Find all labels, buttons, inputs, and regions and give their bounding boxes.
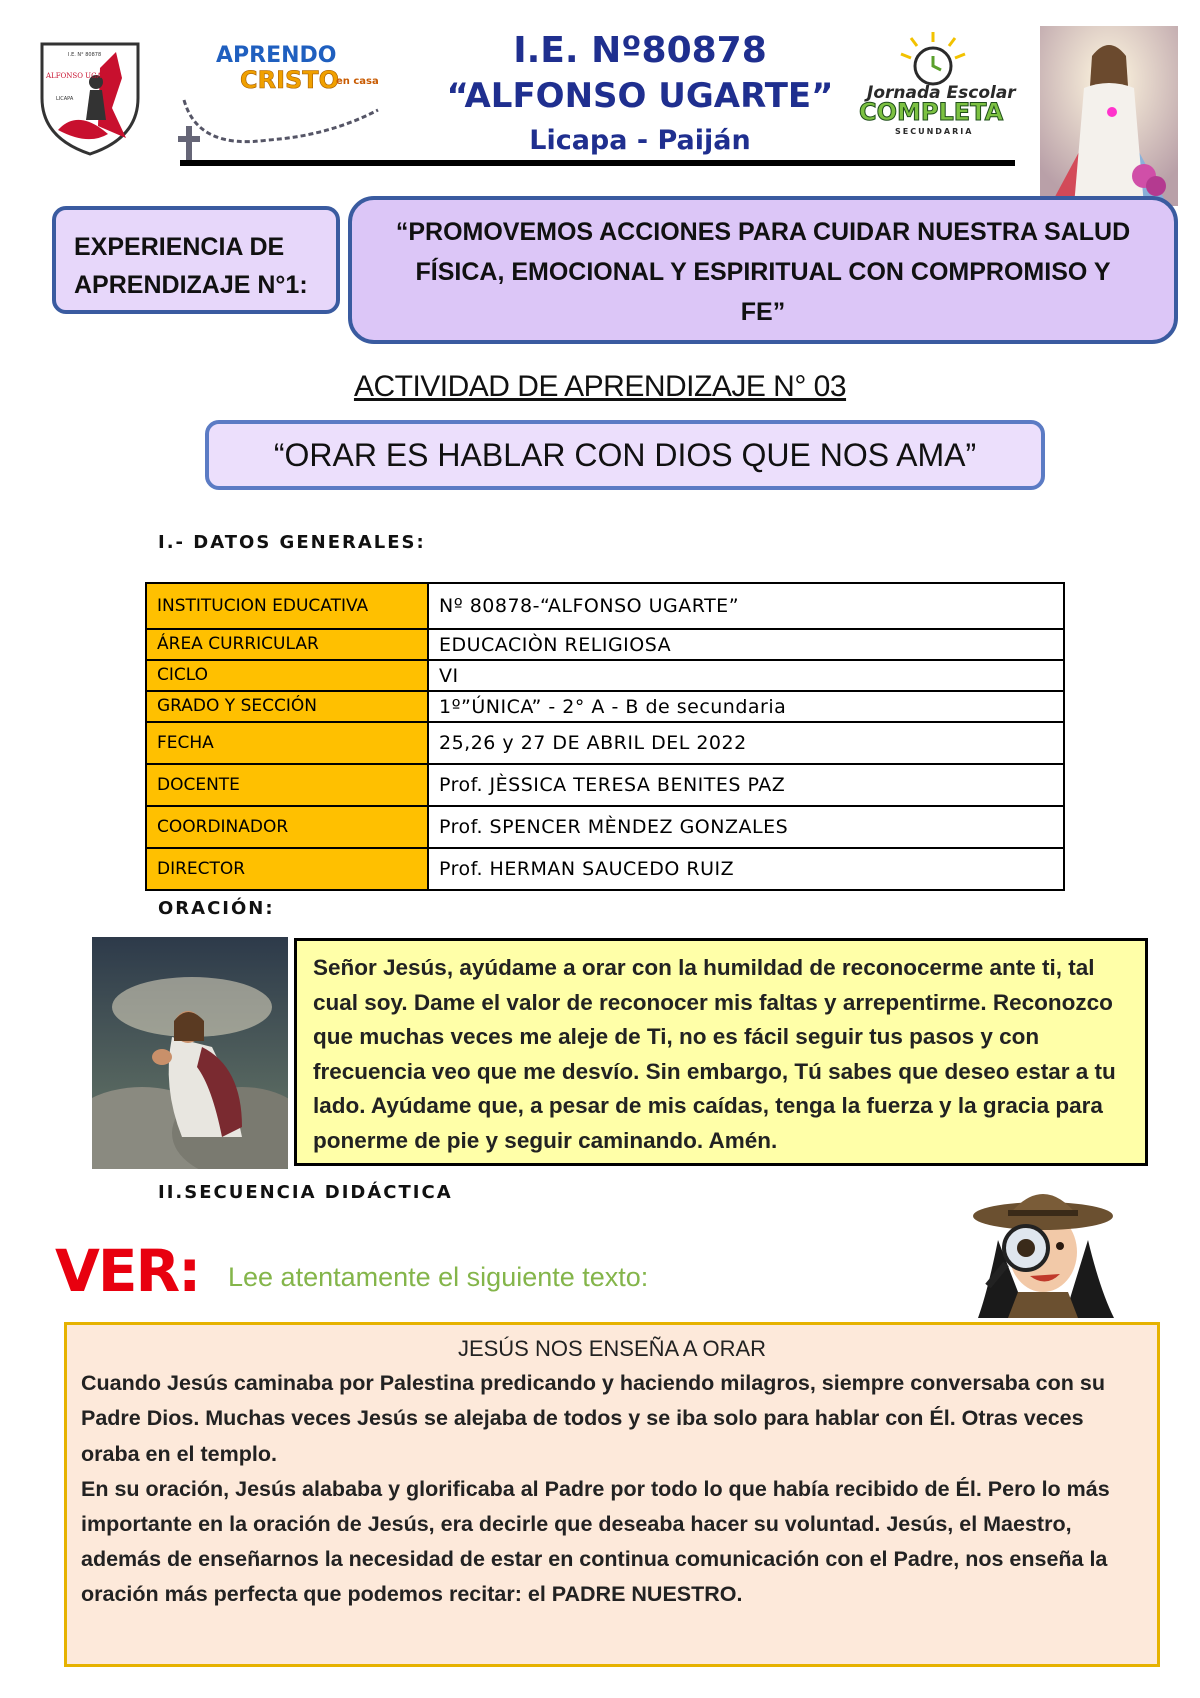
- aprendo-cristo-logo: [178, 40, 388, 168]
- crest-line-1: I.E. N° 80878: [68, 52, 102, 58]
- table-value-cell: 1º”ÚNICA” - 2° A - B de secundaria: [428, 691, 1064, 722]
- table-value-cell: Nº 80878-“ALFONSO UGARTE”: [428, 583, 1064, 629]
- prayer-text: Señor Jesús, ayúdame a orar con la humildad de reconocerme ante ti, tal cual soy. Dame el valor de reconocer mis faltas y arrepentirme. Reconozco que muchas veces me aleje de Ti, no es fácil seguir tus pasos y con frecuencia veo que me desvío. Sin embargo, Tú sabes que deseo estar a tu lado. Ayúdame que, a pesar de mis caídas, tenga la fuerza y la gracia para ponerme de pie y seguir caminando. Amén.: [313, 955, 1116, 1153]
- table-value-cell: EDUCACIÒN RELIGIOSA: [428, 629, 1064, 660]
- jornada-line-3: SECUNDARIA: [895, 127, 974, 136]
- table-label-cell: DIRECTOR: [146, 848, 428, 890]
- table-row: [146, 629, 1064, 660]
- experience-label-box: [52, 206, 340, 314]
- table-label-cell: CICLO: [146, 660, 428, 691]
- secuencia-heading: II.SECUENCIA DIDÁCTICA: [158, 1182, 453, 1203]
- school-place: Licapa - Paiján: [529, 125, 751, 156]
- activity-heading: ACTIVIDAD DE APRENDIZAJE N° 03: [353, 370, 847, 403]
- table-label-cell: GRADO Y SECCIÓN: [146, 691, 428, 722]
- experience-label: EXPERIENCIA DE APRENDIZAJE N°1:: [74, 233, 308, 299]
- school-name: “ALFONSO UGARTE”: [446, 76, 834, 116]
- table-value-cell: VI: [428, 660, 1064, 691]
- table-label-cell: ÁREA CURRICULAR: [146, 629, 428, 660]
- activity-title: “ORAR ES HABLAR CON DIOS QUE NOS AMA”: [273, 437, 977, 473]
- prayer-box: [294, 938, 1148, 1166]
- crest-line-2: ALFONSO UGARTE: [46, 72, 117, 80]
- table-value-cell: Prof. HERMAN SAUCEDO RUIZ: [428, 848, 1064, 890]
- table-label-cell: COORDINADOR: [146, 806, 428, 848]
- table-row: [146, 691, 1064, 722]
- school-code: I.E. Nº80878: [513, 30, 767, 71]
- reading-paragraph-2: En su oración, Jesús alababa y glorificaba al Padre por todo lo que había recibido de Él. Pero lo más importante en la oración de Jesús, era decirle que deseaba hacer su voluntad. Jesús, el Maestro, además de enseñarnos la necesidad de estar en continua comunicación con el Padre, nos enseña la oración más perfecta que podemos recitar: el PADRE NUESTRO.: [81, 1476, 1110, 1607]
- table-row: [146, 806, 1064, 848]
- ver-instruction: Lee atentamente el siguiente texto:: [228, 1262, 649, 1292]
- cristo-word: CRISTO: [240, 66, 340, 94]
- table-value-cell: Prof. JÈSSICA TERESA BENITES PAZ: [428, 764, 1064, 806]
- table-label-cell: FECHA: [146, 722, 428, 764]
- datos-generales-heading: I.- DATOS GENERALES:: [158, 532, 426, 553]
- oracion-heading: ORACIÓN:: [158, 898, 275, 919]
- experience-title: “PROMOVEMOS ACCIONES PARA CUIDAR NUESTRA SALUD FÍSICA, EMOCIONAL Y ESPIRITUAL CON COMPROMISO Y FE”: [395, 218, 1131, 326]
- reading-box: [64, 1322, 1160, 1667]
- en-casa-word: en casa: [336, 76, 379, 87]
- detective-girl-image: [968, 1180, 1118, 1318]
- reading-title: JESÚS NOS ENSEÑA A ORAR: [457, 1336, 767, 1361]
- table-row: [146, 848, 1064, 890]
- school-title-block: [420, 30, 860, 162]
- crest-line-3: LICAPA: [56, 96, 74, 102]
- praying-jesus-image: [92, 937, 288, 1169]
- experience-title-box: [348, 196, 1178, 344]
- reading-paragraph-1: Cuando Jesús caminaba por Palestina predicando y haciendo milagros, siempre conversaba con su Padre Dios. Muchas veces Jesús se alejaba de todos y se iba solo para hablar con Él. Otras veces oraba en el templo.: [81, 1371, 1105, 1466]
- jornada-line-1: Jornada Escolar: [867, 83, 1016, 103]
- table-value-cell: Prof. SPENCER MÈNDEZ GONZALES: [428, 806, 1064, 848]
- school-crest-logo: [38, 38, 142, 156]
- table-label-cell: INSTITUCION EDUCATIVA: [146, 583, 428, 629]
- ver-label: VER:: [55, 1237, 200, 1305]
- jornada-line-2: COMPLETA: [859, 98, 1004, 126]
- divine-mercy-image: [1040, 26, 1178, 206]
- table-row: [146, 764, 1064, 806]
- table-value-cell: 25,26 y 27 DE ABRIL DEL 2022: [428, 722, 1064, 764]
- jornada-escolar-logo: [855, 30, 1025, 140]
- table-row: [146, 660, 1064, 691]
- table-row: [146, 722, 1064, 764]
- table-label-cell: DOCENTE: [146, 764, 428, 806]
- activity-title-box: [205, 420, 1045, 490]
- datos-generales-table: [145, 582, 1065, 891]
- aprendo-word: APRENDO: [216, 43, 337, 68]
- table-row: [146, 583, 1064, 629]
